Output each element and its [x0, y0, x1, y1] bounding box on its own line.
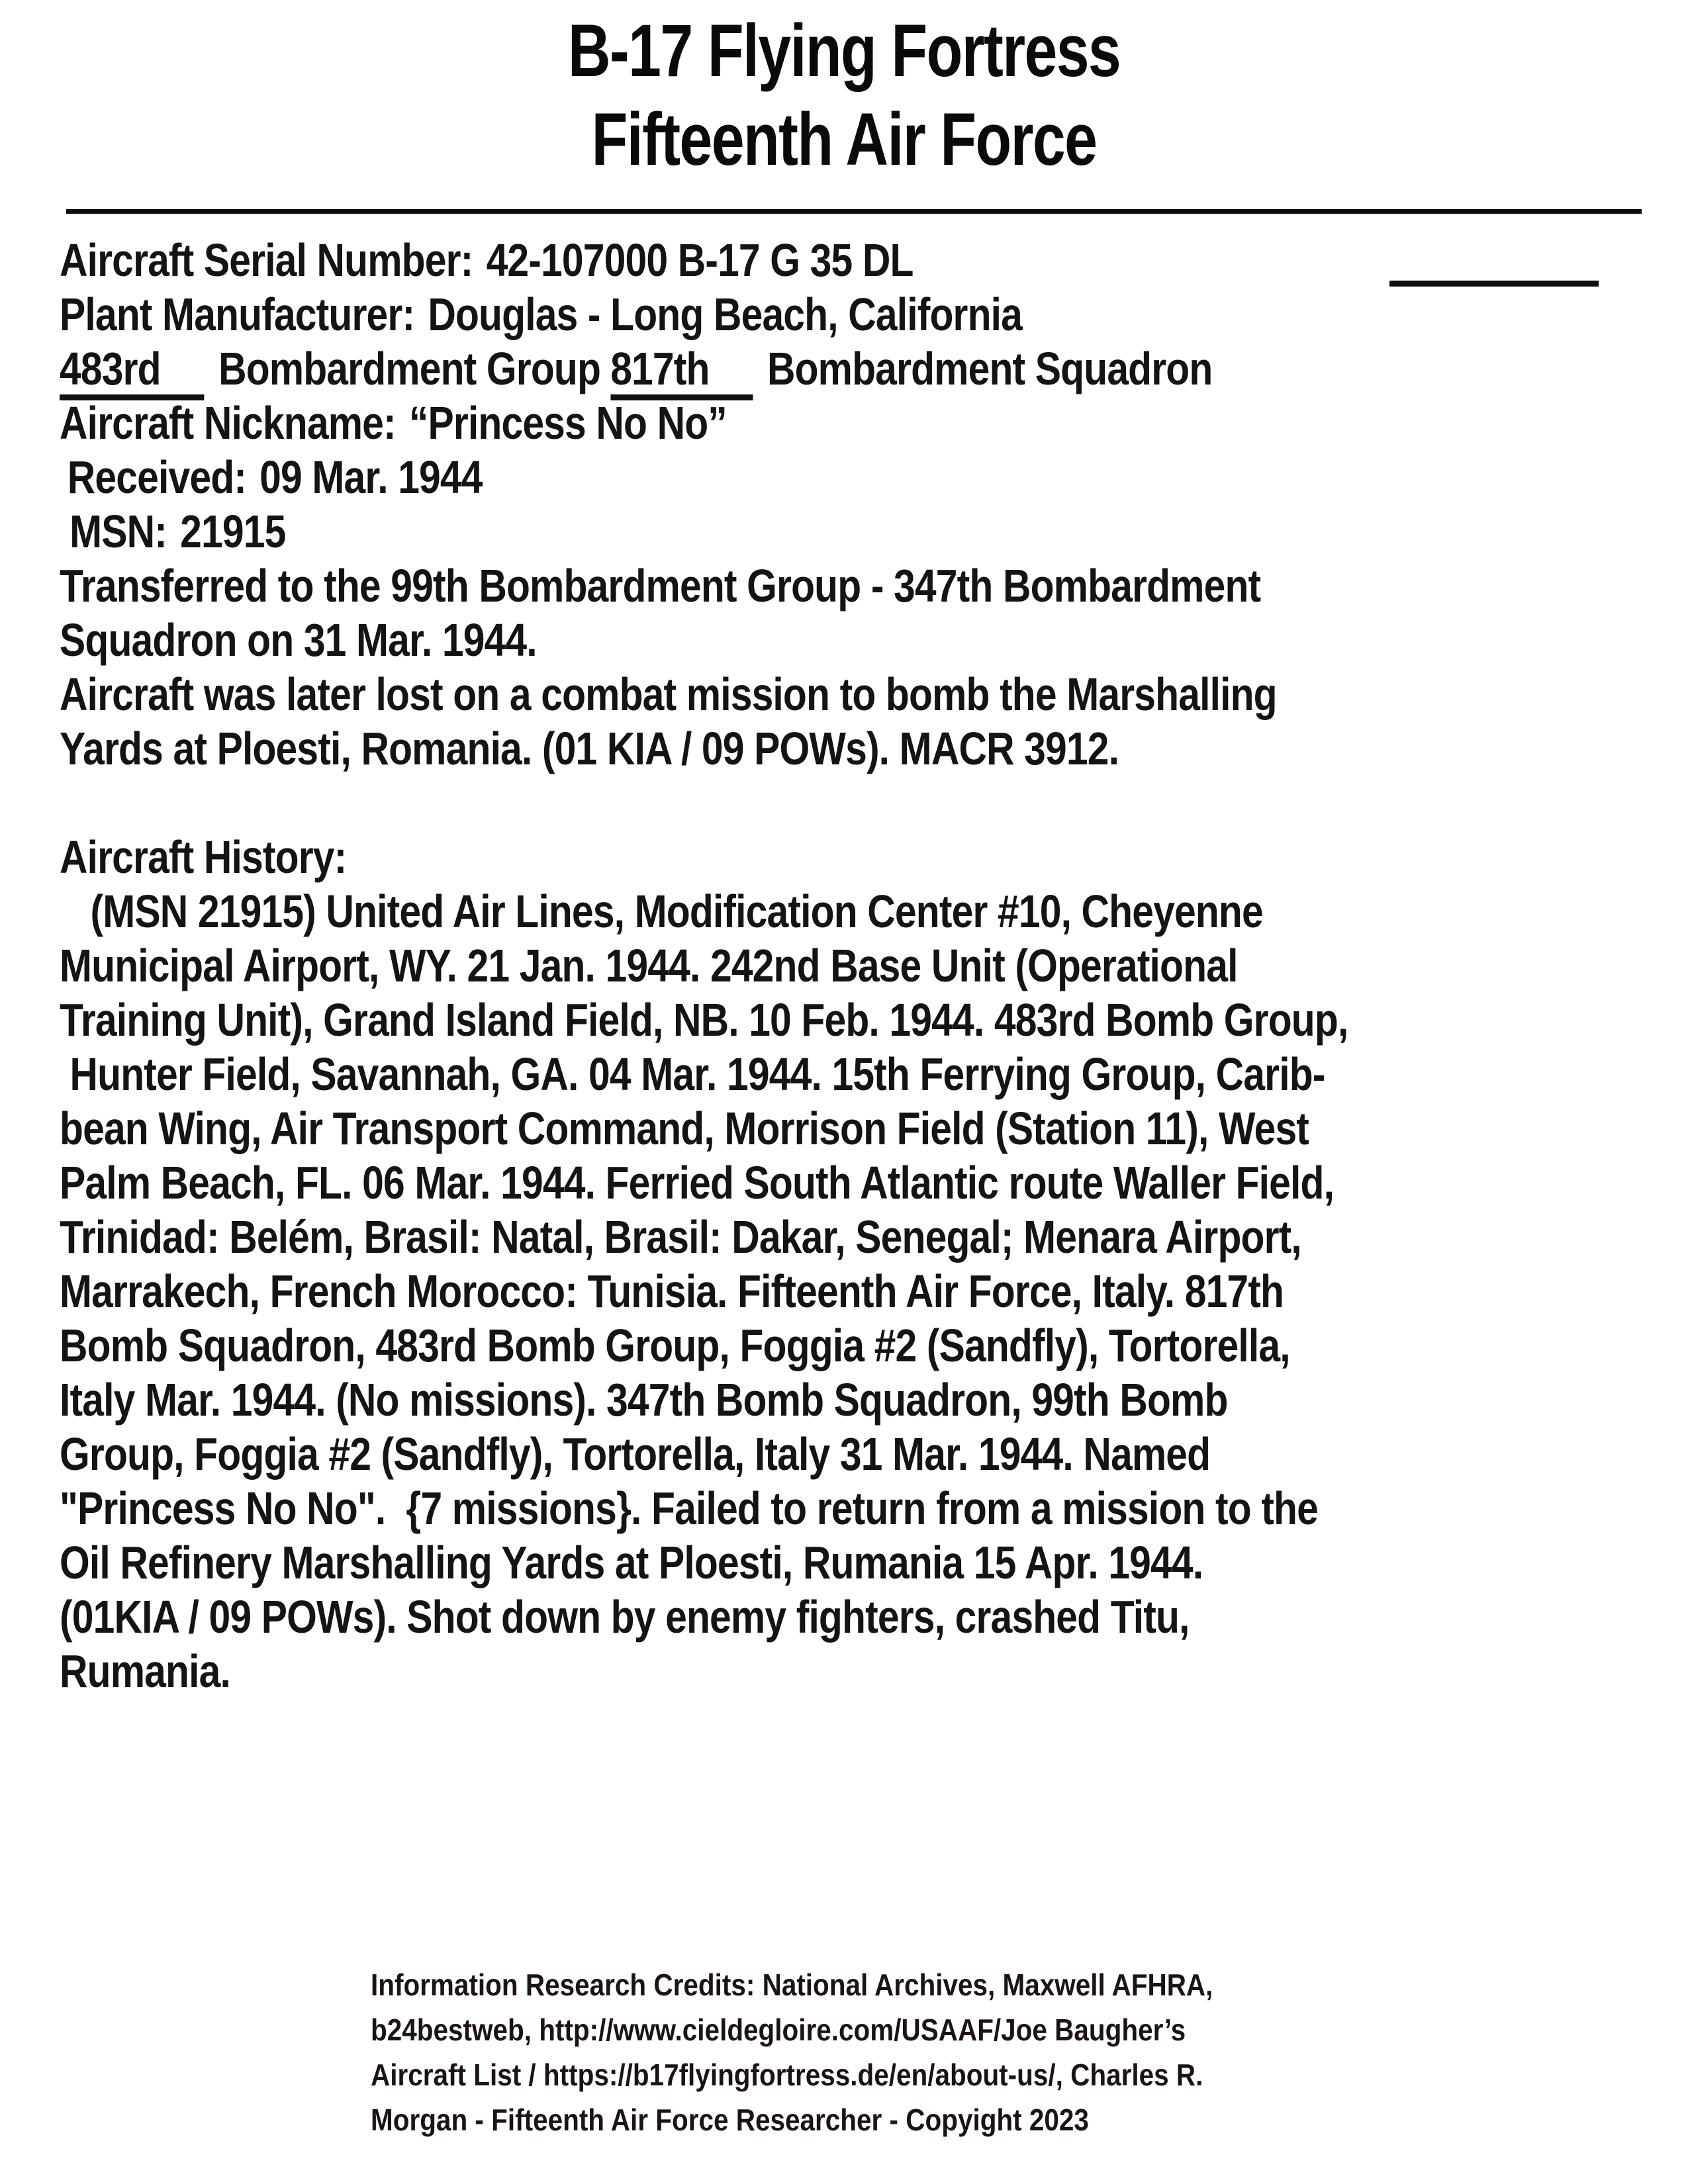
loss-note-line-2: Yards at Ploesti, Romania. (01 KIA / 09 POWs). MACR 3912.	[60, 723, 1119, 774]
title-line-1: B-17 Flying Fortress	[567, 9, 1121, 92]
history-line: "Princess No No". {7 missions}. Failed to return from a mission to the	[60, 1482, 1319, 1534]
history-heading: Aircraft History:	[60, 831, 347, 883]
history-line: bean Wing, Air Transport Command, Morrison Field (Station 11), West	[60, 1103, 1309, 1154]
history-line: Group, Foggia #2 (Sandfly), Tortorella, Italy 31 Mar. 1944. Named	[60, 1428, 1211, 1480]
received-line	[60, 450, 1672, 504]
msn-label: MSN:	[70, 506, 167, 557]
blank-spacer-line	[60, 776, 1672, 830]
history-line: (01KIA / 09 POWs). Shot down by enemy fighters, crashed Titu,	[60, 1591, 1190, 1643]
history-line: Municipal Airport, WY. 21 Jan. 1944. 242nd Base Unit (Operational	[60, 940, 1238, 991]
history-line: Trinidad: Belém, Brasil: Natal, Brasil: Dakar, Senegal; Menara Airport,	[60, 1211, 1301, 1263]
loss-note-line-1: Aircraft was later lost on a combat mission to bomb the Marshalling	[60, 668, 1277, 720]
credits-line-1: Information Research Credits: National Archives, Maxwell AFHRA,	[371, 1968, 1213, 2002]
history-line: Italy Mar. 1944. (No missions). 347th Bomb Squadron, 99th Bomb	[60, 1374, 1228, 1426]
plant-manufacturer-line	[60, 287, 1672, 341]
msn-value: 21915	[180, 506, 286, 557]
received-label: Received:	[67, 451, 247, 503]
serial-number-value: 42-107000 B-17 G 35 DL	[486, 234, 914, 286]
title-divider-rule	[66, 209, 1642, 214]
credits-line-4: Morgan - Fifteenth Air Force Researcher - Copyight 2023	[371, 2103, 1089, 2137]
transfer-note-line-2: Squadron on 31 Mar. 1944.	[60, 614, 537, 666]
group-label: Bombardment Group	[218, 343, 601, 394]
history-line: Oil Refinery Marshalling Yards at Ploesti, Rumania 15 Apr. 1944.	[60, 1537, 1203, 1588]
history-line: Bomb Squadron, 483rd Bomb Group, Foggia #2 (Sandfly), Tortorella,	[60, 1320, 1290, 1371]
history-line: Rumania.	[60, 1645, 230, 1697]
history-line: Training Unit), Grand Island Field, NB. 10 Feb. 1944. 483rd Bomb Group,	[60, 994, 1348, 1046]
credits-block	[371, 1962, 1536, 2142]
title-line-2: Fifteenth Air Force	[591, 98, 1097, 181]
plant-manufacturer-value: Douglas - Long Beach, California	[428, 289, 1023, 340]
received-value: 09 Mar. 1944	[259, 451, 483, 503]
record-body	[60, 233, 1672, 1698]
squadron-label: Bombardment Squadron	[767, 343, 1213, 394]
group-squadron-line	[60, 341, 1672, 396]
credits-line-2: b24bestweb, http://www.cieldegloire.com/USAAF/Joe Baugher’s	[371, 2013, 1186, 2047]
transfer-note-line-1: Transferred to the 99th Bombardment Group - 347th Bombardment	[60, 560, 1261, 612]
history-line: Marrakech, French Morocco: Tunisia. Fifteenth Air Force, Italy. 817th	[60, 1265, 1284, 1317]
nickname-value: “Princess No No”	[408, 397, 727, 449]
history-line: Hunter Field, Savannah, GA. 04 Mar. 1944. 15th Ferrying Group, Carib-	[60, 1048, 1325, 1100]
history-line: (MSN 21915) United Air Lines, Modification Center #10, Cheyenne	[60, 886, 1263, 937]
serial-number-line	[60, 233, 1672, 287]
credits-line-3: Aircraft List / https://b17flyingfortress.de/en/about-us/, Charles R.	[371, 2058, 1203, 2092]
nickname-label: Aircraft Nickname:	[60, 397, 396, 449]
serial-number-label: Aircraft Serial Number:	[60, 234, 473, 286]
nickname-line	[60, 396, 1672, 450]
msn-line	[60, 504, 1672, 559]
plant-manufacturer-label: Plant Manufacturer:	[60, 289, 415, 340]
squadron-number-value: 817th	[610, 343, 753, 400]
history-line: Palm Beach, FL. 06 Mar. 1944. Ferried South Atlantic route Waller Field,	[60, 1157, 1335, 1208]
document-title	[169, 7, 1519, 184]
group-number-value: 483rd	[60, 343, 204, 400]
